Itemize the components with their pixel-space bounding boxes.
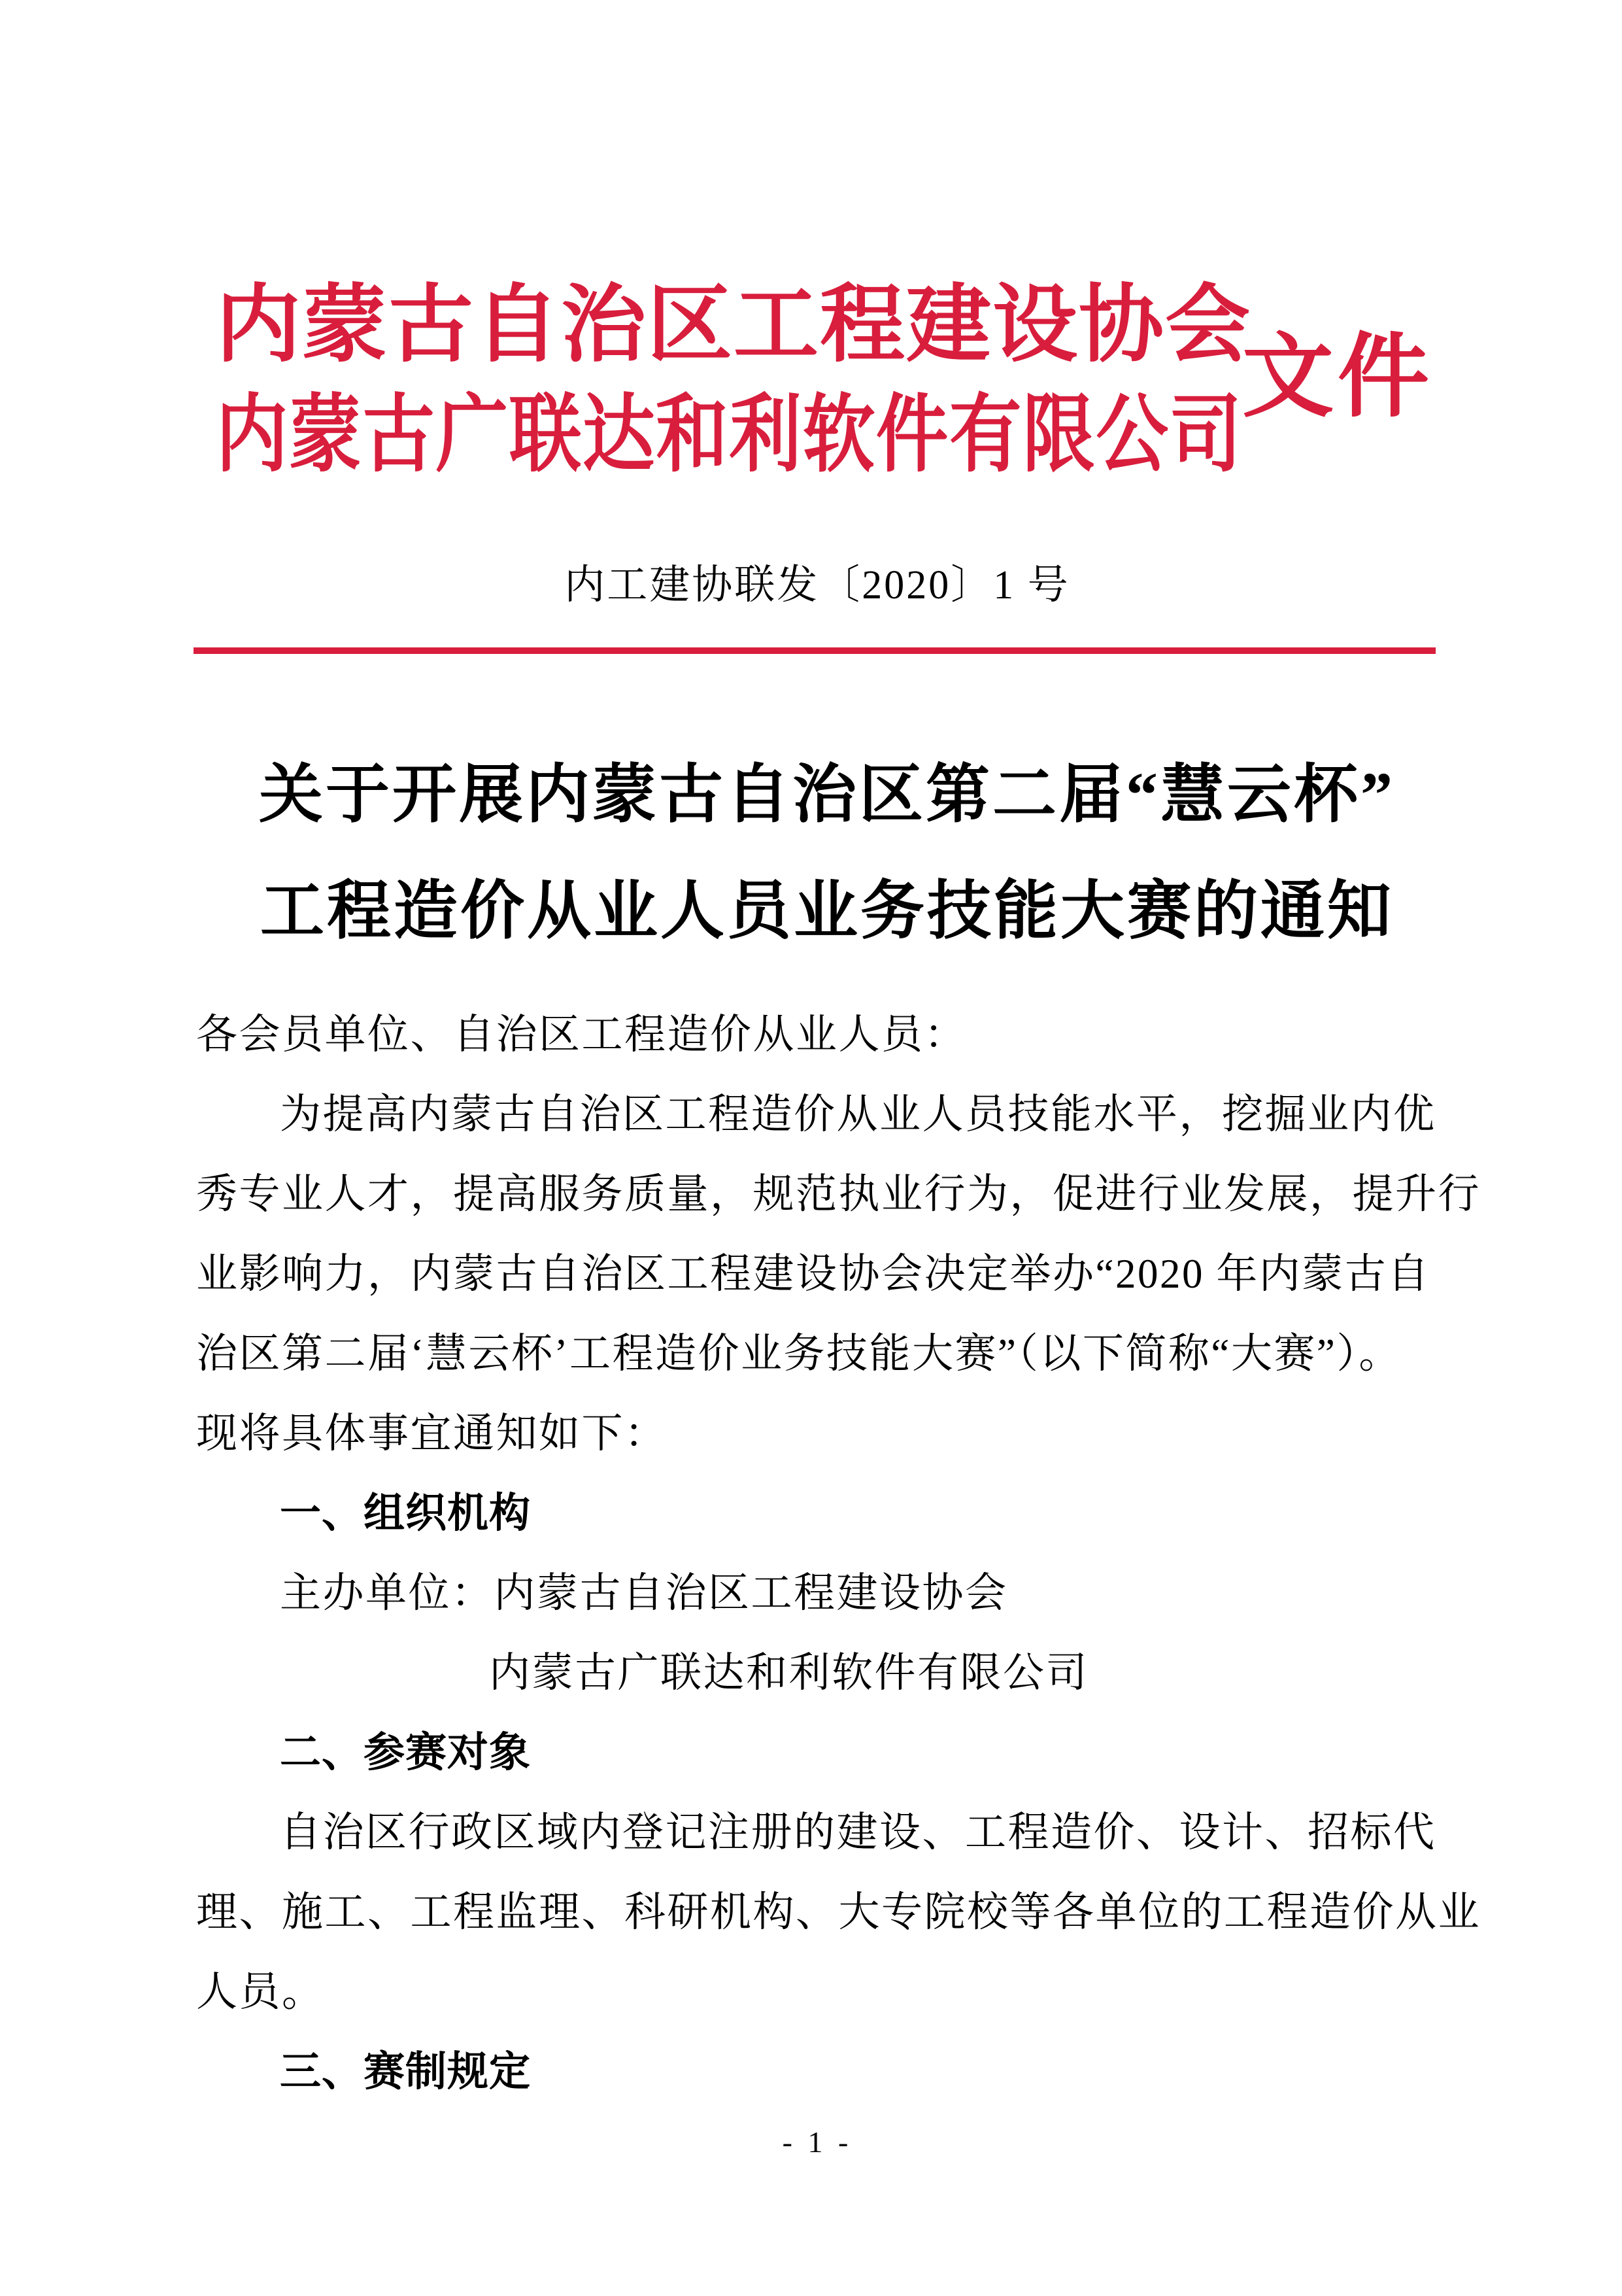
body-line: 秀专业人才，提高服务质量，规范执业行为，促进行业发展，提升行 [196,1171,1481,1217]
issuing-org-line1: 内蒙古自治区工程建设协会 [216,279,1252,373]
body-line: 现将具体事宜通知如下： [196,1411,667,1456]
document-title-line2: 工程造价从业人员业务技能大赛的通知 [260,876,1394,947]
page-number: - 1 - [782,2125,853,2159]
body-line: 治区第二届‘慧云杯’工程造价业务技能大赛”（以下简称“大赛”）。 [196,1331,1402,1377]
body-line: 自治区行政区域内登记注册的建设、工程造价、设计、招标代 [280,1809,1436,1855]
section-heading-1: 一、组织机构 [280,1490,531,1536]
body-line: 理、施工、工程监理、科研机构、大专院校等各单位的工程造价从业 [196,1889,1481,1935]
section-heading-3: 三、赛制规定 [280,2049,531,2095]
red-divider-line [194,647,1436,654]
document-type-label: 文件 [1242,327,1434,428]
section-heading-2: 二、参赛对象 [280,1730,531,1775]
salutation-line: 各会员单位、自治区工程造价从业人员： [196,1012,967,1057]
body-line: 为提高内蒙古自治区工程造价从业人员技能水平，挖掘业内优 [280,1091,1436,1137]
host-unit-line2: 内蒙古广联达和利软件有限公司 [489,1650,1089,1696]
issuing-org-line2: 内蒙古广联达和利软件有限公司 [216,388,1243,483]
host-unit-line: 主办单位：内蒙古自治区工程建设协会 [280,1570,1008,1616]
body-line: 人员。 [196,1969,325,2015]
document-reference-number: 内工建协联发〔2020〕1 号 [564,563,1070,608]
document-body [196,1010,1481,2127]
document-title-line1: 关于开展内蒙古自治区第二届“慧云杯” [258,760,1395,831]
body-line: 业影响力，内蒙古自治区工程建设协会决定举办“2020 年内蒙古自 [196,1251,1430,1297]
